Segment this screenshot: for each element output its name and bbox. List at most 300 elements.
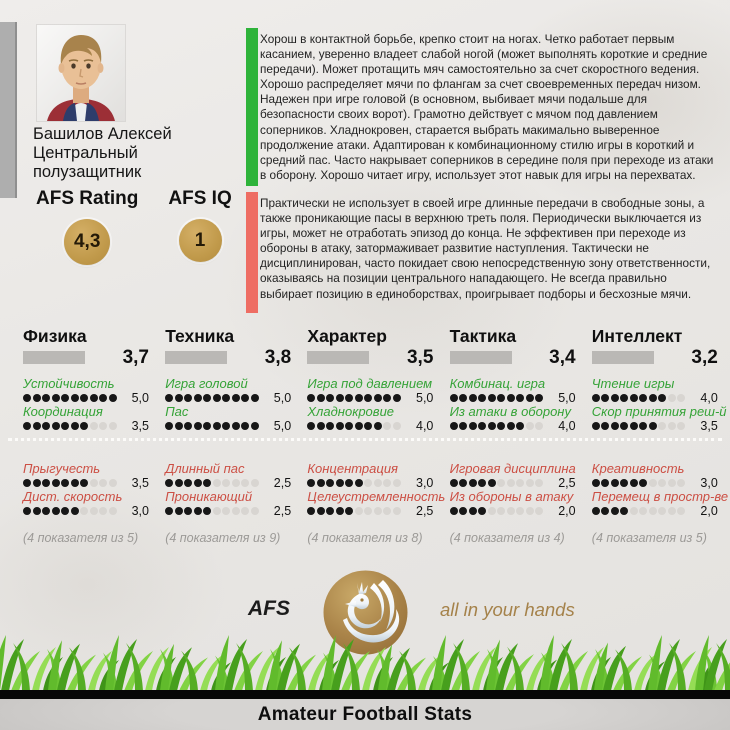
stat-dots: [23, 422, 132, 430]
rating-dot: [165, 507, 173, 515]
rating-dot: [80, 394, 88, 402]
rating-dot: [658, 479, 666, 487]
stat-label: Концентрация: [307, 461, 399, 476]
rating-dot: [374, 394, 382, 402]
rating-dot: [251, 422, 259, 430]
stat-dots: [307, 479, 416, 487]
stat-row: [23, 376, 149, 404]
stat-dots: [23, 479, 132, 487]
afs-iq-badge: 1: [179, 219, 222, 262]
rating-dot: [497, 479, 505, 487]
player-name: Башилов Алексей: [33, 125, 172, 143]
stat-row: [450, 461, 576, 489]
rating-dot: [677, 479, 685, 487]
rating-dot: [241, 507, 249, 515]
brand-name: AFS: [248, 597, 290, 620]
rating-dot: [184, 394, 192, 402]
rating-dot: [393, 422, 401, 430]
rating-dot: [42, 507, 50, 515]
stat-category: [450, 326, 577, 545]
stats-section: [23, 326, 729, 545]
rating-dot: [52, 394, 60, 402]
rating-dot: [469, 479, 477, 487]
rating-dot: [374, 422, 382, 430]
rating-dot: [175, 394, 183, 402]
rating-dot: [507, 507, 515, 515]
rating-dot: [658, 394, 666, 402]
positive-stats: [23, 376, 150, 432]
rating-dot: [222, 479, 230, 487]
category-name: Тактика: [449, 326, 517, 346]
category-note: (4 показателя из 9): [165, 531, 281, 545]
rating-dot: [307, 422, 315, 430]
rating-dot: [203, 507, 211, 515]
rating-dot: [649, 394, 657, 402]
negative-stats: [23, 461, 150, 517]
stat-value: 5,0: [131, 390, 149, 405]
negative-stats: [450, 461, 577, 517]
category-value: 3,4: [549, 346, 576, 368]
rating-dot: [658, 507, 666, 515]
rating-dot: [620, 507, 628, 515]
rating-dot: [668, 422, 676, 430]
rating-dot: [601, 479, 609, 487]
rating-dot: [71, 507, 79, 515]
stat-value: 2,5: [273, 503, 292, 518]
rating-dot: [611, 507, 619, 515]
rating-dot: [80, 422, 88, 430]
stat-row: [591, 489, 729, 518]
rating-dot: [345, 479, 353, 487]
rating-dot: [450, 422, 458, 430]
stat-label: Комбинац. игра: [449, 376, 546, 391]
category-note: (4 показателя из 5): [591, 531, 707, 545]
rating-dot: [90, 479, 98, 487]
rating-dot: [307, 507, 315, 515]
rating-dot: [307, 479, 315, 487]
rating-dot: [639, 479, 647, 487]
rating-dot: [611, 479, 619, 487]
rating-dot: [507, 394, 515, 402]
weaknesses-paragraph: Практически не использует в своей игре длинные передачи в свободные зоны, а также проникающие пасы в верхнюю треть поля. Периодически выключается из игры, может не отработать эпизод до конца. Не эффективен при переходе из обороны в атаку, затормаживает развитие наступления. Тактически не дисциплинирован, часто покидает свою непосредственную зону ответственности, оказываясь на позиции центрального нападающего. Не всегда правильно выбирает позицию в единоборствах, проигрывает подборы и бесхозные мячи.: [260, 196, 711, 301]
rating-dot: [639, 394, 647, 402]
rating-dot: [535, 422, 543, 430]
positive-stats: [165, 376, 292, 432]
stat-value: 3,5: [131, 418, 149, 433]
rating-dot: [222, 394, 230, 402]
rating-dot: [23, 394, 31, 402]
rating-dot: [175, 507, 183, 515]
rating-dot: [52, 422, 60, 430]
rating-dot: [33, 479, 41, 487]
stat-value: 3,0: [700, 475, 718, 490]
rating-dot: [516, 479, 524, 487]
rating-dot: [99, 394, 107, 402]
rating-dot: [374, 507, 382, 515]
category-note: (4 показателя из 5): [23, 531, 139, 545]
rating-dot: [668, 479, 676, 487]
rating-dot: [355, 507, 363, 515]
grass-decoration: [0, 633, 730, 691]
rating-dot: [232, 479, 240, 487]
stat-row: [165, 489, 291, 517]
rating-dot: [592, 422, 600, 430]
stat-row: [592, 376, 718, 404]
strengths-paragraph: Хорош в контактной борьбе, крепко стоит на ногах. Четко работает первым касанием, уверенно владеет слабой ногой (может выполнять короткие и средние передачи). Может протащить мяч самостоятельно за счет скоростного ведения. Хорошо распределяет мячи по флангам за счет своевременных передач низом. Надежен при игре головой (в основном, выбивает мячи подальше для безопасности своих ворот). Грамотно действует с мячом под давлением соперников. Хладнокровен, старается выбрать макимально выверенное продолжение атаки. Адаптирован к комбинационному стилю игры в короткий и средний пас. Часто накрывает соперников в середине поля при переходе из атаки в оборону. Хорошо читает игру, использует этот навык для игры на перехватах.: [260, 32, 714, 182]
stat-row: [23, 489, 149, 517]
category-bar: [450, 351, 512, 364]
stat-label: Длинный пас: [165, 461, 245, 476]
stat-value: 3,5: [131, 475, 149, 490]
stat-row: [307, 404, 433, 432]
rating-dot: [601, 422, 609, 430]
rating-dot: [469, 422, 477, 430]
rating-dot: [23, 422, 31, 430]
rating-dot: [516, 394, 524, 402]
afs-rating-badge: 4,3: [64, 219, 110, 265]
rating-dot: [668, 394, 676, 402]
rating-dot: [639, 422, 647, 430]
stat-label: Хладнокровие: [307, 404, 395, 419]
rating-dot: [488, 479, 496, 487]
rating-dot: [203, 422, 211, 430]
category-name: Характер: [307, 326, 387, 346]
stat-row: [307, 489, 446, 518]
stat-row: [23, 404, 149, 432]
dotted-divider: [8, 438, 722, 441]
stat-dots: [165, 479, 274, 487]
player-photo: [37, 25, 125, 121]
player-portrait-image: [37, 25, 125, 121]
rating-dot: [364, 394, 372, 402]
stat-value: 2,5: [416, 503, 434, 518]
stat-row: [591, 404, 727, 433]
stat-label: Пас: [165, 404, 189, 419]
rating-dot: [516, 507, 524, 515]
rating-dot: [213, 479, 221, 487]
rating-dot: [23, 479, 31, 487]
negative-stats: [307, 461, 446, 518]
rating-dot: [194, 479, 202, 487]
stat-row: [450, 376, 576, 404]
stat-value: 2,5: [273, 475, 292, 490]
stat-dots: [450, 394, 559, 402]
stat-row: [165, 461, 291, 489]
category-bar: [165, 351, 227, 364]
afs-iq-label: AFS IQ: [168, 188, 232, 209]
rating-dot: [535, 394, 543, 402]
rating-dot: [668, 507, 676, 515]
stat-dots: [592, 422, 701, 430]
rating-dot: [317, 422, 325, 430]
category-value: 3,5: [406, 346, 434, 368]
stat-row: [307, 376, 433, 404]
rating-dot: [90, 422, 98, 430]
bottom-strip: [0, 699, 730, 730]
rating-dot: [194, 507, 202, 515]
positive-stats: [591, 376, 727, 433]
category-note: (4 показателя из 8): [307, 531, 423, 545]
rating-dot: [326, 479, 334, 487]
rating-dot: [336, 394, 344, 402]
brand-tagline: all in your hands: [440, 599, 575, 620]
category-bar: [592, 351, 654, 364]
stat-label: Чтение игры: [591, 376, 675, 391]
rating-dot: [526, 507, 534, 515]
rating-dot: [251, 507, 259, 515]
rating-dot: [364, 422, 372, 430]
rating-dot: [535, 507, 543, 515]
rating-dot: [52, 479, 60, 487]
stat-label: Скор принятия реш-й: [591, 404, 727, 419]
stat-value: 5,0: [558, 390, 576, 405]
rating-dot: [450, 507, 458, 515]
rating-dot: [497, 422, 505, 430]
rating-dot: [478, 422, 486, 430]
stat-dots: [307, 422, 416, 430]
rating-dot: [507, 422, 515, 430]
afs-iq-block: [168, 188, 231, 265]
negative-stats: [165, 461, 292, 517]
stat-row: [592, 461, 718, 489]
rating-dot: [165, 479, 173, 487]
rating-dot: [601, 394, 609, 402]
rating-dot: [213, 422, 221, 430]
rating-dot: [677, 507, 685, 515]
rating-dot: [165, 394, 173, 402]
rating-dot: [488, 394, 496, 402]
rating-dot: [507, 479, 515, 487]
rating-dot: [345, 507, 353, 515]
rating-dot: [364, 479, 372, 487]
rating-dot: [383, 394, 391, 402]
stat-dots: [165, 394, 274, 402]
rating-dot: [592, 394, 600, 402]
rating-dot: [90, 394, 98, 402]
stat-value: 3,0: [416, 475, 434, 490]
rating-dot: [393, 507, 401, 515]
stat-label: Дист. скорость: [23, 489, 123, 504]
rating-dot: [336, 507, 344, 515]
rating-dot: [213, 507, 221, 515]
rating-dot: [526, 422, 534, 430]
category-bar: [23, 351, 85, 364]
stat-label: Креативность: [591, 461, 685, 476]
stat-label: Игровая дисциплина: [449, 461, 576, 476]
stat-row: [23, 461, 149, 489]
stat-dots: [23, 394, 132, 402]
rating-dot: [99, 422, 107, 430]
stat-row: [165, 404, 291, 432]
rating-dot: [222, 507, 230, 515]
stat-value: 2,0: [700, 503, 718, 518]
rating-dot: [488, 507, 496, 515]
stat-dots: [592, 394, 701, 402]
rating-dot: [33, 507, 41, 515]
rating-dot: [61, 479, 69, 487]
rating-dot: [393, 394, 401, 402]
rating-dot: [345, 394, 353, 402]
rating-dot: [649, 479, 657, 487]
rating-dot: [232, 507, 240, 515]
rating-dot: [203, 479, 211, 487]
category-name: Техника: [165, 326, 235, 346]
rating-dot: [109, 422, 117, 430]
stat-value: 3,5: [700, 418, 718, 433]
rating-dot: [317, 479, 325, 487]
rating-dot: [383, 422, 391, 430]
stat-value: 4,0: [700, 390, 718, 405]
rating-dot: [601, 507, 609, 515]
rating-dot: [175, 422, 183, 430]
rating-dot: [374, 479, 382, 487]
stat-dots: [23, 507, 132, 515]
rating-dot: [516, 422, 524, 430]
rating-dot: [345, 422, 353, 430]
rating-dot: [478, 394, 486, 402]
stat-category: [165, 326, 292, 545]
stat-label: Перемещ в простр-ве: [591, 489, 729, 504]
rating-dot: [630, 479, 638, 487]
rating-dot: [355, 422, 363, 430]
stat-value: 5,0: [273, 418, 292, 433]
left-gray-strip: [0, 22, 17, 198]
rating-dot: [71, 422, 79, 430]
afs-rating-label: AFS Rating: [36, 188, 139, 209]
stat-dots: [165, 507, 274, 515]
stat-label: Прыгучесть: [23, 461, 101, 476]
afs-rating-block: [36, 188, 138, 265]
rating-dot: [61, 394, 69, 402]
stat-row: [165, 376, 291, 404]
category-note: (4 показателя из 4): [449, 531, 565, 545]
rating-dot: [677, 422, 685, 430]
positive-stats: [450, 376, 577, 432]
rating-dot: [99, 479, 107, 487]
rating-dot: [677, 394, 685, 402]
stat-dots: [450, 422, 559, 430]
rating-dot: [611, 394, 619, 402]
rating-dot: [317, 394, 325, 402]
stat-label: Игра под давлением: [307, 376, 433, 391]
rating-dot: [42, 394, 50, 402]
rating-dot: [326, 422, 334, 430]
rating-dot: [592, 479, 600, 487]
stat-dots: [307, 394, 416, 402]
rating-dot: [241, 394, 249, 402]
rating-dot: [71, 479, 79, 487]
rating-dot: [42, 422, 50, 430]
category-name: Физика: [23, 326, 87, 346]
rating-dot: [71, 394, 79, 402]
rating-dot: [317, 507, 325, 515]
rating-dot: [232, 394, 240, 402]
rating-dot: [630, 422, 638, 430]
rating-dot: [355, 394, 363, 402]
category-value: 3,2: [691, 346, 718, 368]
stat-dots: [592, 479, 701, 487]
rating-dot: [326, 394, 334, 402]
stat-label: Проникающий: [165, 489, 253, 504]
stat-dots: [592, 507, 701, 515]
weaknesses-accent-bar: [246, 192, 258, 313]
positive-stats: [307, 376, 434, 432]
stat-label: Целеустремленность: [307, 489, 446, 504]
stat-value: 2,0: [558, 503, 576, 518]
rating-dot: [184, 507, 192, 515]
stat-dots: [450, 479, 559, 487]
stat-category: [591, 326, 729, 545]
rating-dot: [649, 422, 657, 430]
rating-dot: [469, 394, 477, 402]
divider-bar: [0, 690, 730, 699]
rating-dot: [497, 507, 505, 515]
rating-dot: [611, 422, 619, 430]
rating-dot: [336, 479, 344, 487]
rating-dot: [393, 479, 401, 487]
rating-dot: [222, 422, 230, 430]
bottom-title: Amateur Football Stats: [257, 703, 473, 725]
rating-dot: [251, 394, 259, 402]
rating-dot: [459, 507, 467, 515]
rating-dot: [109, 479, 117, 487]
rating-dot: [450, 394, 458, 402]
stat-label: Из атаки в оборону: [449, 404, 571, 419]
stat-dots: [450, 507, 559, 515]
rating-dot: [649, 507, 657, 515]
rating-dot: [497, 394, 505, 402]
rating-dot: [241, 479, 249, 487]
rating-dot: [336, 422, 344, 430]
stat-category: [23, 326, 150, 545]
stat-value: 5,0: [416, 390, 434, 405]
rating-dot: [42, 479, 50, 487]
rating-dot: [184, 479, 192, 487]
category-value: 3,8: [264, 346, 292, 368]
rating-dot: [658, 422, 666, 430]
rating-dot: [535, 479, 543, 487]
rating-dot: [241, 422, 249, 430]
stat-dots: [165, 422, 274, 430]
rating-dot: [165, 422, 173, 430]
rating-dot: [33, 422, 41, 430]
stat-value: 4,0: [558, 418, 576, 433]
rating-dot: [450, 479, 458, 487]
rating-dot: [175, 479, 183, 487]
rating-dot: [639, 507, 647, 515]
rating-dot: [383, 507, 391, 515]
stat-value: 3,0: [131, 503, 149, 518]
negative-stats: [591, 461, 729, 518]
stat-category: [307, 326, 446, 545]
rating-dot: [109, 394, 117, 402]
stat-row: [450, 404, 576, 432]
strengths-accent-bar: [246, 28, 258, 186]
rating-dot: [33, 394, 41, 402]
rating-dot: [459, 422, 467, 430]
ratings-section: [36, 188, 232, 265]
rating-dot: [213, 394, 221, 402]
rating-dot: [488, 422, 496, 430]
rating-dot: [469, 507, 477, 515]
category-name: Интеллект: [591, 326, 683, 346]
rating-dot: [109, 507, 117, 515]
stat-row: [450, 489, 576, 517]
rating-dot: [526, 479, 534, 487]
rating-dot: [90, 507, 98, 515]
rating-dot: [620, 394, 628, 402]
rating-dot: [383, 479, 391, 487]
